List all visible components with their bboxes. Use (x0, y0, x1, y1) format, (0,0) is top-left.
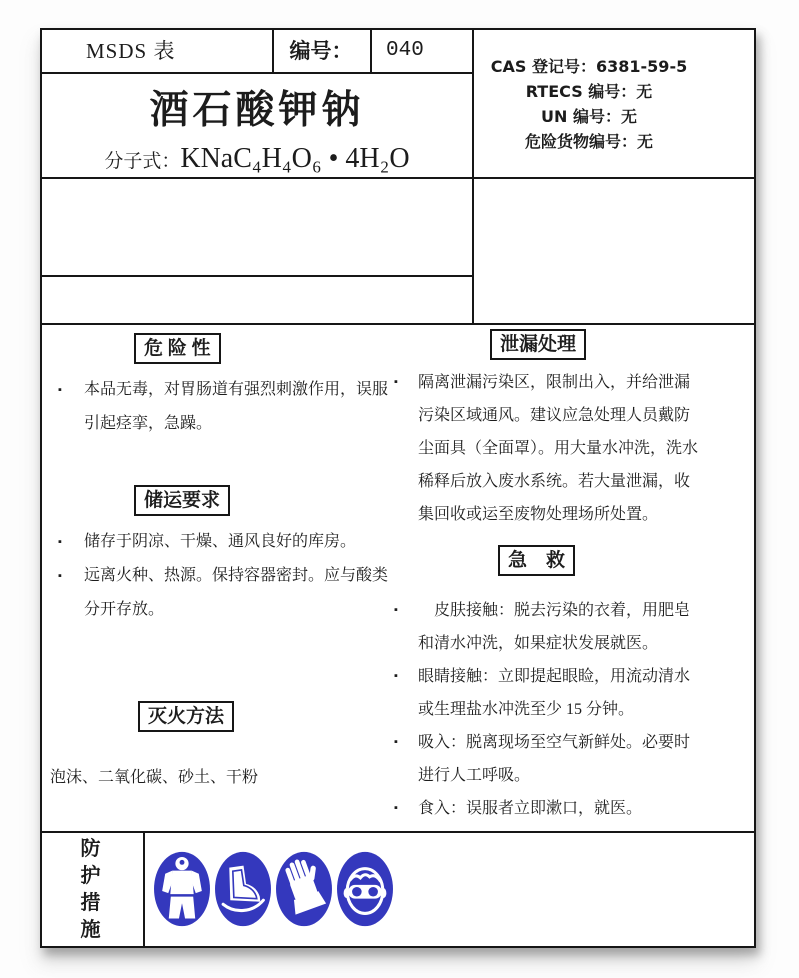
safety-goggles-icon (336, 850, 394, 928)
bullet-icon: ▪ (394, 736, 398, 748)
right-column (390, 323, 702, 825)
msds-sheet (40, 28, 756, 948)
un-number: UN 编号：无 (541, 106, 637, 126)
bullet-icon: ▪ (394, 802, 398, 814)
storage-text: 储存于阴凉、干燥、通风良好的库房。 (84, 533, 357, 550)
left-column (50, 325, 388, 795)
dangerous-goods-number: 危险货物编号：无 (524, 131, 653, 151)
rtecs-number: RTECS 编号：无 (525, 81, 653, 101)
number-value: 040 (386, 39, 424, 62)
leak-text: 隔离泄漏污染区，限制出入，并给泄漏污染区域通风。建议应急处理人员戴防尘面具（全面罩）。用大量水冲洗，洗水稀释后放入废水系统。若大量泄漏，收集回收或运至废物处理场所处置。 (418, 374, 699, 523)
first-aid-inhale-text: 吸入：脱离现场至空气新鲜处。必要时进行人工呼吸。 (418, 734, 691, 784)
cas-number: CAS 登记号：6381-59-5 (490, 56, 688, 76)
list-item (390, 594, 702, 660)
molecular-formula: KNaC₄H₄O₆ • 4H₂O (180, 143, 410, 174)
list-item (390, 366, 702, 531)
first-aid-list (390, 594, 702, 825)
substance-title-cell (42, 74, 472, 177)
list-item (50, 373, 388, 441)
divider (42, 275, 472, 277)
bullet-icon: ▪ (394, 376, 398, 388)
hazard-list (50, 373, 388, 441)
list-item (390, 792, 702, 825)
list-item (50, 559, 388, 627)
leak-section-title: 泄漏处理 (490, 329, 586, 360)
bullet-icon: ▪ (394, 604, 398, 616)
formula-label: 分子式： (104, 151, 181, 172)
hazard-section-title: 危 险 性 (134, 333, 221, 364)
list-item (50, 525, 388, 559)
fire-section-title: 灭火方法 (138, 701, 234, 732)
first-aid-eye-text: 眼睛接触：立即提起眼睑，用流动清水或生理盐水冲洗至少 15 分钟。 (418, 668, 691, 718)
protection-icons-row (145, 831, 754, 946)
storage-section-title: 储运要求 (134, 485, 230, 516)
first-aid-skin-text: 皮肤接触：脱去污染的衣着，用肥皂和清水冲洗，如果症状发展就医。 (418, 602, 691, 652)
list-item (390, 726, 702, 792)
storage-list (50, 525, 388, 627)
protection-label-cell (42, 831, 143, 946)
list-item (390, 660, 702, 726)
protection-label: 防护措施 (80, 835, 101, 941)
fire-method-text: 泡沫、二氧化碳、砂土、干粉 (50, 769, 259, 786)
formula-line (42, 143, 472, 175)
first-aid-ingest-text: 食入：误服者立即漱口，就医。 (418, 800, 643, 817)
hazard-text: 本品无毒，对胃肠道有强烈刺激作用，误服引起痉挛，急躁。 (84, 381, 389, 432)
divider (42, 177, 754, 179)
msds-form-label: MSDS 表 (86, 39, 176, 63)
bullet-icon: ▪ (58, 384, 62, 396)
leak-list (390, 366, 702, 531)
bullet-icon: ▪ (58, 536, 62, 548)
substance-name: 酒石酸钾钠 (149, 89, 365, 132)
protective-suit-icon (153, 850, 211, 928)
registry-box (472, 30, 754, 177)
number-label: 编号： (289, 39, 353, 63)
bullet-icon: ▪ (58, 570, 62, 582)
bullet-icon: ▪ (394, 670, 398, 682)
protective-gloves-icon (275, 850, 333, 928)
first-aid-section-title: 急 救 (498, 545, 575, 576)
storage-text: 远离火种、热源。保持容器密封。应与酸类分开存放。 (84, 567, 389, 618)
safety-boots-icon (214, 850, 272, 928)
